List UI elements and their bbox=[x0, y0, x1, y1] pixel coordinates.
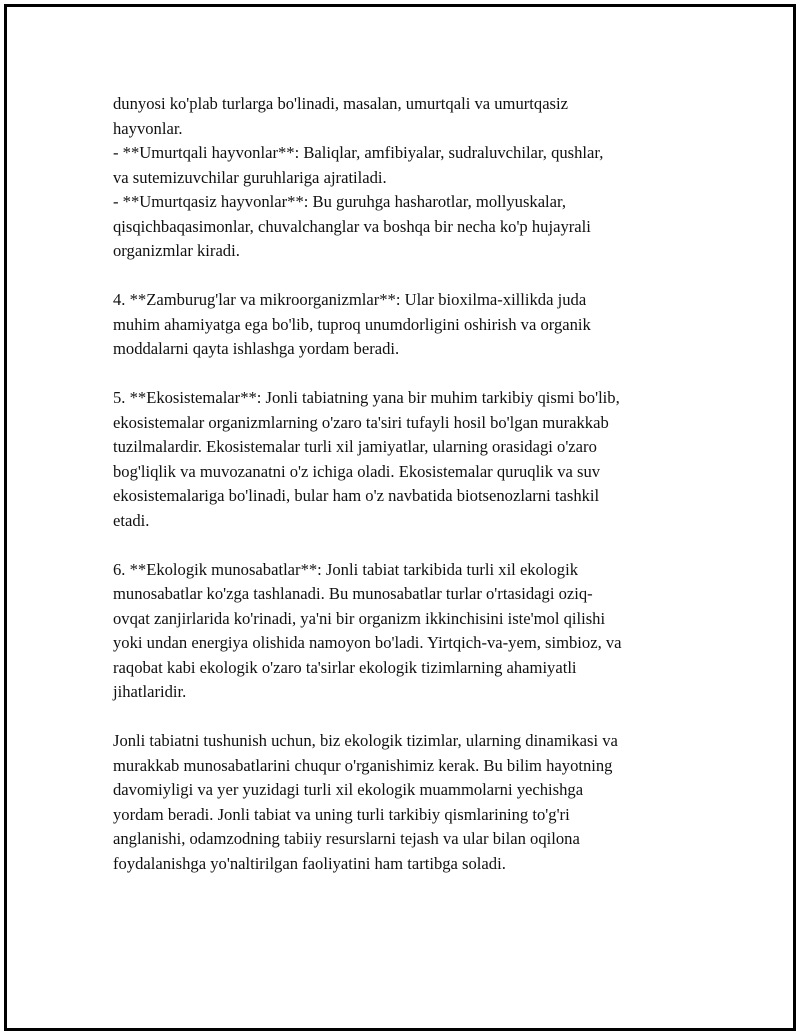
paragraph-conclusion: Jonli tabiatni tushunish uchun, biz ekologik tizimlar, ularning dinamikasi va murakkab munosabatlarini chuqur o'rganishimiz kerak. Bu bilim hayotning davomiyligi va yer yuzidagi turli xil ekologik muammolarni yechishga yordam beradi. Jonli tabiat va uning turli tarkibiy qismlarining to'g'ri anglanishi, odamzodning tabiiy resurslarni tejash va ular bilan oqilona foydalanishga yo'naltirilgan faoliyatini ham tartibga soladi. bbox=[113, 731, 618, 873]
paragraph-animal-kingdom: dunyosi ko'plab turlarga bo'linadi, masalan, umurtqali va umurtqasiz hayvonlar. - **Umurtqali hayvonlar**: Baliqlar, amfibiyalar, sudraluvchilar, qushlar, va sutemizuvchilar guruhlariga ajratiladi. - **Umurtqasiz hayvonlar**: Bu guruhga hasharotlar, mollyuskalar, qisqichbaqasimonlar, chuvalchanglar va boshqa bir necha ko'p hujayrali organizmlar kiradi. bbox=[113, 94, 604, 260]
paragraph-fungi-microorganisms: 4. **Zamburug'lar va mikroorganizmlar**: Ular bioxilma-xillikda juda muhim ahamiyatga ega bo'lib, tuproq unumdorligini oshirish va organik moddalarni qayta ishlashga yordam beradi. bbox=[113, 290, 591, 358]
paragraph-ecological-relations: 6. **Ekologik munosabatlar**: Jonli tabiat tarkibida turli xil ekologik munosabatlar ko'zga tashlanadi. Bu munosabatlar turlar o'rtasidagi oziq- ovqat zanjirlarida ko'rinadi, ya'ni bir organizm ikkinchisini iste'mol qilishi yoki undan energiya olishida namoyon bo'ladi. Yirtqich-va-yem, simbioz, va raqobat kabi ekologik o'zaro ta'sirlar ekologik tizimlarning ahamiyatli jihatlaridir. bbox=[113, 559, 622, 701]
document-body bbox=[113, 92, 703, 876]
paragraph-ecosystems: 5. **Ekosistemalar**: Jonli tabiatning yana bir muhim tarkibiy qismi bo'lib, ekosistemalar organizmlarning o'zaro ta'siri tufayli hosil bo'lgan murakkab tuzilmalardir. Ekosistemalar turli xil jamiyatlar, ularning orasidagi o'zaro bog'liqlik va muvozanatni o'z ichiga oladi. Ekosistemalar quruqlik va suv ekosistemalariga bo'linadi, bular ham o'z navbatida biotsenozlarni tashkil etadi. bbox=[113, 388, 620, 530]
